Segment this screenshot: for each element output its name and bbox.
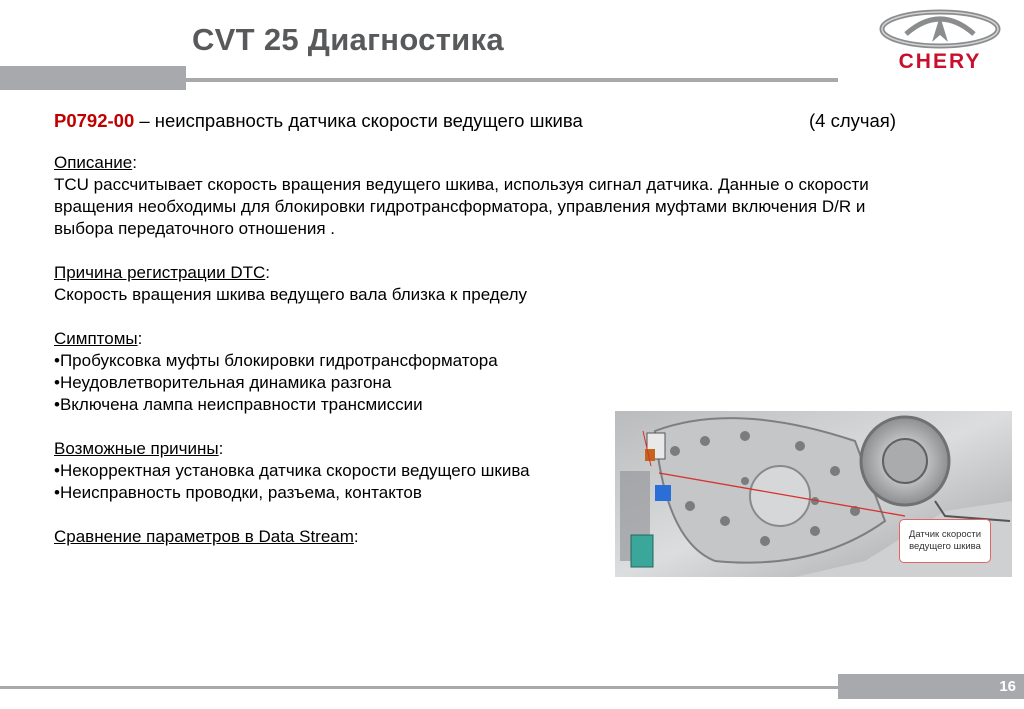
possible-causes-heading: Возможные причины: — [54, 439, 224, 458]
description-line-2: вращения необходимы для блокировки гидротрансформатора, управления муфтами включения D/R и — [54, 197, 866, 216]
chery-logo — [876, 8, 1004, 74]
list-item: •Включена лампа неисправности трансмиссии — [54, 395, 423, 414]
symptoms-heading: Симптомы: — [54, 329, 143, 348]
logo-wordmark: CHERY — [898, 50, 982, 73]
sensor-callout: Датчик скорости ведущего шкива — [899, 519, 991, 563]
data-stream-heading: Сравнение параметров в Data Stream: — [54, 527, 359, 546]
header-rule — [186, 78, 838, 82]
footer-rule — [0, 686, 838, 689]
dtc-description: – неисправность датчика скорости ведущего шкива — [134, 110, 583, 131]
list-item: •Неисправность проводки, разъема, контактов — [54, 483, 422, 502]
list-item: •Неудовлетворительная динамика разгона — [54, 373, 392, 392]
description-heading: Описание: — [54, 153, 137, 172]
list-item: •Пробуксовка муфты блокировки гидротрансформатора — [54, 351, 498, 370]
transmission-photo — [615, 411, 1012, 577]
cause-heading: Причина регистрации DTC: — [54, 263, 271, 282]
slide-title: CVT 25 Диагностика — [192, 22, 504, 57]
description-line-3: выбора передаточного отношения . — [54, 219, 335, 238]
dtc-line — [54, 110, 954, 132]
dtc-cases: (4 случая) — [809, 110, 896, 131]
footer-bar — [838, 674, 1024, 699]
header-bar — [0, 66, 186, 90]
chery-emblem-icon — [876, 8, 1004, 52]
description-line-1: TCU рассчитывает скорость вращения ведущего шкива, используя сигнал датчика. Данные о скорости — [54, 175, 869, 194]
cause-text: Скорость вращения шкива ведущего вала близка к пределу — [54, 285, 528, 304]
list-item: •Некорректная установка датчика скорости ведущего шкива — [54, 461, 530, 480]
dtc-code: P0792-00 — [54, 110, 135, 131]
page-number: 16 — [999, 678, 1016, 695]
